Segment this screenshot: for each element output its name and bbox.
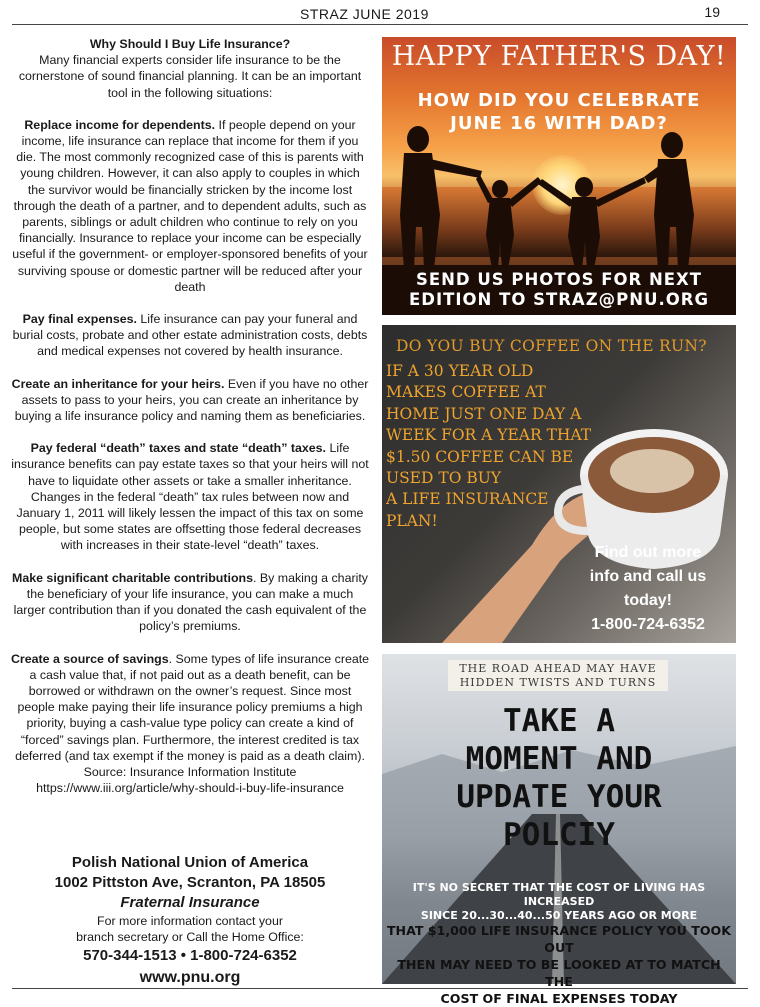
- body-line: PLAN!: [386, 511, 438, 530]
- article-intro: Many financial experts consider life insurance to be the cornerstone of sound financial planning. It can be an important tool in the following situations:: [18, 53, 362, 100]
- section-replace-income: [10, 117, 370, 295]
- org-type: Fraternal Insurance: [120, 894, 260, 911]
- fathers-day-cta: [382, 270, 736, 310]
- section-heading: Make significant charitable contributions: [12, 570, 253, 585]
- tag-line: THE ROAD AHEAD MAY HAVE: [459, 662, 657, 675]
- section-text: . By making a charity the beneficiary of your life insurance, you can make a much larger contribution than if you donated the cash equivalent of the policy’s premiums.: [13, 570, 368, 634]
- note-line: IT'S NO SECRET THAT THE COST OF LIVING HAS INCREASED: [412, 881, 706, 908]
- source-link[interactable]: https://www.iii.org/article/why-should-i-buy-life-insurance: [36, 781, 344, 796]
- section-text: Even if you have no other assets to pass to your heirs, you can create an inheritance by buying a life insurance policy and naming them as beneficiaries.: [14, 376, 369, 424]
- body-line: HOME JUST ONE DAY A: [386, 404, 582, 423]
- body-line: A LIFE INSURANCE: [386, 490, 549, 509]
- body-line: MAKES COFFEE AT: [386, 383, 546, 402]
- section-text: If people depend on your income, life insurance can replace that income for them if you die. The most commonly recognized case of this is parents with young children. However, it can also apply to couples in which the survivor would be financially stricken by the income lost through the death of a partner, and to dependent adults, such as parents, siblings or adult children who continue to rely on you financially. Insurance to replace your income can be especially useful if the government- or employer-sponsored benefits of your surviving spouse or domestic partner will be reduced after your death: [12, 117, 368, 294]
- section-final-expenses: [10, 311, 370, 360]
- cta-line: EDITION TO STRAZ@PNU.ORG: [408, 290, 710, 309]
- header-divider: [12, 24, 748, 25]
- page-number: 19: [704, 4, 720, 20]
- org-address: 1002 Pittston Ave, Scranton, PA 18505: [54, 874, 326, 891]
- note-line: THAT $1,000 LIFE INSURANCE POLICY YOU TOOK OUT: [386, 923, 732, 955]
- note-line: COST OF FINAL EXPENSES TODAY: [440, 991, 678, 1006]
- note-line: THEN MAY NEED TO BE LOOKED AT TO MATCH THE: [397, 957, 721, 989]
- headline-line: UPDATE YOUR: [456, 779, 662, 815]
- section-savings: [10, 651, 370, 764]
- section-text: Life insurance benefits can pay estate taxes so that your heirs will not have to liquidate other assets or take a smaller inheritance. Changes in the federal “death” tax rules between now and January 1, 2011 will likely lessen the impact of this tax on some people, but some states are offsetting those federal decreases with increases in their state-level “death” taxes.: [11, 441, 369, 553]
- coffee-question: DO YOU BUY COFFEE ON THE RUN?: [396, 337, 707, 355]
- note-line: SINCE 20...30...40...50 YEARS AGO OR MORE: [420, 909, 698, 922]
- footer-divider: [12, 988, 748, 989]
- policy-note: [382, 922, 736, 1007]
- cta-line: SEND US PHOTOS FOR NEXT: [415, 270, 703, 289]
- headline-line: POLCIY: [503, 817, 615, 853]
- source-label: Source: Insurance Information Institute: [83, 764, 297, 779]
- tag-line: HIDDEN TWISTS AND TURNS: [459, 675, 657, 689]
- cta-line: Find out more: [594, 544, 702, 561]
- coffee-body: [386, 361, 601, 532]
- section-heading: Pay final expenses.: [22, 312, 137, 327]
- org-name: Polish National Union of America: [71, 854, 309, 871]
- article: [10, 36, 370, 796]
- org-website-link[interactable]: www.pnu.org: [139, 969, 241, 986]
- fathers-day-ad: [382, 37, 736, 315]
- section-heading: Pay federal “death” taxes and state “death” taxes.: [30, 441, 326, 456]
- question-line: HOW DID YOU CELEBRATE: [417, 90, 701, 111]
- org-phones: 570-344-1513 • 1-800-724-6352: [83, 947, 297, 964]
- cta-line: today!: [624, 592, 672, 609]
- coffee-ad: [382, 325, 736, 643]
- body-line: WEEK FOR A YEAR THAT: [386, 426, 592, 445]
- newsletter-header: STRAZ JUNE 2019: [300, 6, 429, 22]
- fathers-day-headline: HAPPY FATHER'S DAY!: [391, 41, 727, 72]
- org-contact-line: branch secretary or Call the Home Office:: [76, 930, 304, 944]
- coffee-cta: [578, 541, 718, 637]
- road-tagline: [448, 660, 668, 691]
- section-heading: Create an inheritance for your heirs.: [11, 376, 225, 391]
- road-headline: [382, 702, 736, 854]
- body-line: IF A 30 YEAR OLD: [386, 362, 534, 380]
- section-death-taxes: [10, 440, 370, 553]
- cta-line: info and call us: [589, 568, 707, 585]
- question-line: JUNE 16 WITH DAD?: [450, 113, 668, 134]
- body-line: $1.50 COFFEE CAN BE: [386, 447, 574, 466]
- cost-of-living-note: [382, 881, 736, 923]
- org-contact-line: For more information contact your: [97, 914, 283, 928]
- cta-phone: 1-800-724-6352: [591, 616, 705, 633]
- headline-line: TAKE A: [503, 703, 615, 739]
- section-heading: Create a source of savings: [10, 651, 169, 666]
- update-policy-ad: [382, 654, 736, 1006]
- fathers-day-question: [382, 89, 736, 135]
- section-text: . Some types of life insurance create a cash value that, if not paid out as a death benefit, can be borrowed or withdrawn on the owner’s request. Since most people make paying their life insurance policy premiums a high priority, buying a cash-value type policy can create a kind of “forced” savings plan. Furthermore, the interest credited is tax deferred (and tax exempt if the money is paid as a death claim).: [15, 651, 370, 763]
- body-line: USED TO BUY: [386, 469, 502, 488]
- org-block: [10, 853, 370, 989]
- section-charitable: [10, 570, 370, 635]
- article-title: Why Should I Buy Life Insurance?: [89, 37, 291, 51]
- section-heading: Replace income for dependents.: [24, 117, 216, 132]
- headline-line: MOMENT AND: [465, 741, 653, 777]
- section-text: Life insurance can pay your funeral and burial costs, probate and other estate administration costs, debts and medical expenses not covered by health insurance.: [12, 312, 368, 359]
- section-inheritance: [10, 376, 370, 425]
